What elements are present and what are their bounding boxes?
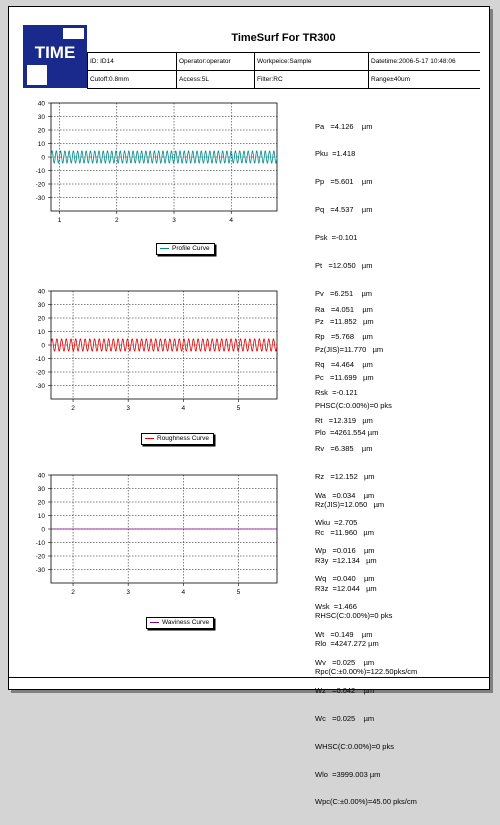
profile-chart-svg <box>23 99 283 224</box>
waviness-legend-label: Waviness Curve <box>162 619 210 626</box>
param-line: Wz =0.042 µm <box>315 685 375 695</box>
waviness-chart <box>23 471 283 596</box>
param-line: Pz(JIS)=11.770 µm <box>315 344 384 354</box>
waviness-legend <box>146 617 214 629</box>
param-line: Psk =-0.101 <box>315 233 358 243</box>
y-tick-label: 20 <box>37 499 45 507</box>
y-tick-label: 10 <box>37 328 45 336</box>
y-tick-label: 0 <box>41 154 45 162</box>
y-tick-label: 20 <box>37 127 45 135</box>
profile-chart <box>23 99 283 224</box>
y-tick-label: 40 <box>37 288 45 296</box>
param-line: Wa =0.034 µm <box>315 490 375 500</box>
y-tick-label: 20 <box>37 315 45 323</box>
series-line <box>51 151 277 163</box>
y-tick-label: -20 <box>35 553 45 561</box>
param-line: Wp =0.016 µm <box>315 546 375 556</box>
header-row-1 <box>87 53 480 71</box>
param-line: Wv =0.025 µm <box>315 657 375 667</box>
param-line: RHSC(C:0.00%)=0 pks <box>315 611 393 621</box>
profile-legend-swatch <box>160 248 169 249</box>
param-line: WHSC(C:0.00%)=0 pks <box>315 741 394 751</box>
y-tick-label: -10 <box>35 539 45 547</box>
logo-text: TIME <box>34 43 76 62</box>
y-tick-label: 0 <box>41 526 45 534</box>
param-line: Wq =0.040 µm <box>315 574 375 584</box>
y-tick-label: 30 <box>37 301 45 309</box>
param-line: Pz =11.852 µm <box>315 316 374 326</box>
x-tick-label: 2 <box>71 405 75 412</box>
param-line: Pt =12.050 µm <box>315 261 373 271</box>
y-tick-label: 40 <box>37 100 45 108</box>
x-tick-label: 4 <box>181 589 186 596</box>
param-line: Pc =11.699 µm <box>315 372 374 382</box>
cutoff: Cutoff:0.8mm <box>90 76 129 83</box>
report-page <box>8 6 490 807</box>
range: Range±40um <box>371 76 410 83</box>
param-line: Plo =4261.554 µm <box>315 428 379 438</box>
waviness-params <box>315 472 417 825</box>
param-line: Rt =12.319 µm <box>315 416 373 426</box>
param-line: R3z =12.044 µm <box>315 583 377 593</box>
x-tick-label: 2 <box>114 217 119 224</box>
y-tick-label: 0 <box>41 342 45 350</box>
x-tick-label: 1 <box>57 217 62 224</box>
param-line: Rpc(C:±0.00%)=122.50pks/cm <box>315 667 418 677</box>
param-line: Wc =0.025 µm <box>315 713 375 723</box>
x-tick-label: 4 <box>229 217 234 224</box>
datetime: Datetime:2006-5-17 10:48:06 <box>371 58 456 65</box>
param-line: Pa =4.126 µm <box>315 121 373 131</box>
time-logo <box>23 25 87 88</box>
y-tick-label: -30 <box>35 566 45 574</box>
param-line: Rsk =-0.121 <box>315 388 358 398</box>
x-tick-label: 5 <box>236 589 241 596</box>
param-line: Rq =4.464 µm <box>315 360 373 370</box>
y-tick-label: 10 <box>37 140 45 148</box>
y-tick-label: 30 <box>37 485 45 493</box>
param-line: Pq =4.537 µm <box>315 205 373 215</box>
param-line: PHSC(C:0.00%)=0 pks <box>315 400 392 410</box>
y-tick-label: -30 <box>35 382 45 390</box>
footer-rule <box>9 677 489 678</box>
y-tick-label: 10 <box>37 512 45 520</box>
x-tick-label: 5 <box>236 405 241 412</box>
roughness-legend-swatch <box>145 438 154 439</box>
sample-id: ID: ID14 <box>90 58 114 65</box>
param-line: Wpc(C:±0.00%)=45.00 pks/cm <box>315 797 417 807</box>
param-line: Ra =4.051 µm <box>315 304 373 314</box>
param-line: Rp =5.768 µm <box>315 332 373 342</box>
param-line: Pku =1.418 <box>315 149 356 159</box>
x-tick-label: 3 <box>172 217 176 224</box>
param-line: Rc =11.960 µm <box>315 527 375 537</box>
param-line: Rz =12.152 µm <box>315 471 375 481</box>
report-header <box>23 25 480 88</box>
access: Access:5L <box>179 76 209 83</box>
param-line: R3y =12.134 µm <box>315 555 377 565</box>
x-tick-label: 2 <box>71 589 75 596</box>
y-tick-label: -10 <box>35 167 45 175</box>
roughness-legend-label: Roughness Curve <box>157 435 210 442</box>
param-line: Rv =6.385 µm <box>315 444 373 454</box>
y-tick-label: 30 <box>37 113 45 121</box>
param-line: Wt =0.149 µm <box>315 630 373 640</box>
param-line: Pv =6.251 µm <box>315 288 373 298</box>
y-tick-label: 40 <box>37 472 45 480</box>
profile-legend-label: Profile Curve <box>172 245 210 252</box>
y-tick-label: -20 <box>35 181 45 189</box>
param-line: Wsk =1.466 <box>315 602 357 612</box>
roughness-chart-svg <box>23 287 283 412</box>
y-tick-label: -30 <box>35 194 45 202</box>
operator: Operator:operator <box>179 58 231 65</box>
filter: Filter:RC <box>257 76 283 83</box>
param-line: Rlo =4247.272 µm <box>315 639 379 649</box>
waviness-chart-svg <box>23 471 283 596</box>
x-tick-label: 3 <box>126 405 130 412</box>
profile-legend <box>156 243 215 255</box>
param-line: Rz(JIS)=12.050 µm <box>315 499 385 509</box>
report-title: TimeSurf For TR300 <box>87 25 480 53</box>
x-tick-label: 3 <box>126 589 130 596</box>
y-tick-label: -20 <box>35 369 45 377</box>
roughness-legend <box>141 433 214 445</box>
param-line: Wku =2.705 <box>315 518 358 528</box>
param-line: Wlo =3999.003 µm <box>315 769 381 779</box>
param-line: Pp =5.601 µm <box>315 177 373 187</box>
workpiece: Workpeice:Sample <box>257 58 312 65</box>
header-row-2 <box>87 71 480 89</box>
roughness-chart <box>23 287 283 412</box>
x-tick-label: 4 <box>181 405 186 412</box>
waviness-legend-swatch <box>150 622 159 623</box>
y-tick-label: -10 <box>35 355 45 363</box>
